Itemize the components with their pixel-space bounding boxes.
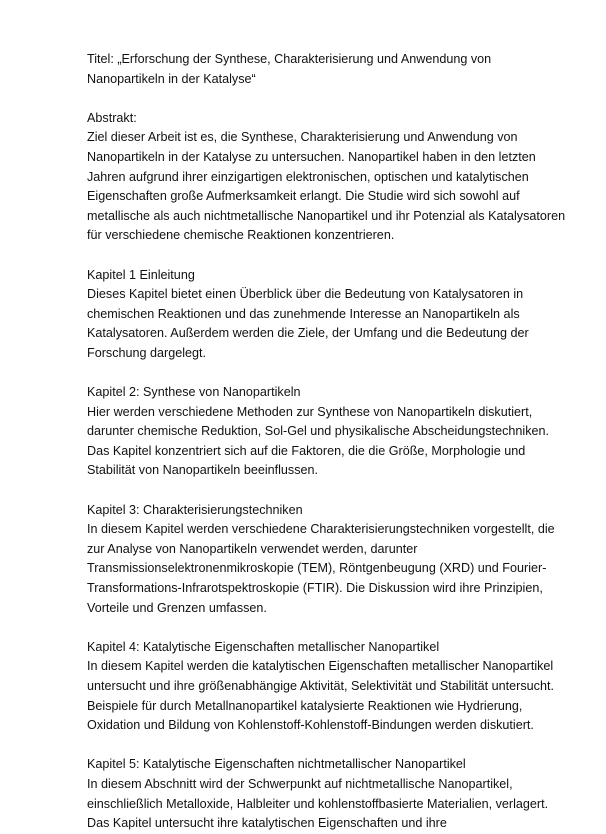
section-heading: Kapitel 3: Charakterisierungstechniken [87, 502, 303, 517]
section-heading: Kapitel 4: Katalytische Eigenschaften metallischer Nanopartikel [87, 639, 440, 654]
section-text: In diesem Kapitel werden die katalytischen Eigenschaften metallischer Nanopartikel untersucht und ihre größenabhängige Aktivität, Selektivität und Stabilität untersucht. Beispiele für durch Metallnanopartikel katalysierte Reaktionen wie Hydrierung, Oxidation und Bildung von Kohlenstoff-Kohlenstoff-Bindungen werden diskutiert. [87, 659, 554, 733]
section-text: Ziel dieser Arbeit ist es, die Synthese, Charakterisierung und Anwendung von Nanopartikeln in der Katalyse zu untersuchen. Nanopartikel haben in den letzten Jahren aufgrund ihrer einzigartigen elektronischen, optischen und katalytischen Eigenschaften große Aufmerksamkeit erlangt. Die Studie wird sich sowohl auf metallische als auch nichtmetallische Nanopartikel und ihr Potenzial als Katalysatoren für verschiedene chemische Reaktionen konzentrieren. [87, 130, 566, 243]
section-heading: Kapitel 1 Einleitung [87, 267, 195, 282]
section-chapter-3 [87, 501, 567, 619]
section-heading: Abstrakt: [87, 110, 137, 125]
section-chapter-4 [87, 638, 567, 736]
section-heading: Kapitel 5: Katalytische Eigenschaften nichtmetallischer Nanopartikel [87, 757, 466, 772]
section-chapter-1 [87, 266, 567, 364]
section-text: Hier werden verschiedene Methoden zur Synthese von Nanopartikeln diskutiert, darunter chemische Reduktion, Sol-Gel und physikalische Abscheidungstechniken. Das Kapitel konzentriert sich auf die Faktoren, die die Größe, Morphologie und Stabilität von Nanopartikeln beeinflussen. [87, 404, 550, 478]
section-chapter-5 [87, 755, 567, 833]
document-page [87, 50, 567, 834]
section-abstract [87, 109, 567, 246]
document-title: Titel: „Erforschung der Synthese, Charakterisierung und Anwendung von Nanopartikeln in der Katalyse“ [87, 52, 492, 86]
section-text: In diesem Abschnitt wird der Schwerpunkt auf nichtmetallische Nanopartikel, einschließlich Metalloxide, Halbleiter und kohlenstoffbasierte Materialien, verlagert. Das Kapitel untersucht ihre katalytischen Eigenschaften und ihre [87, 776, 549, 831]
section-text: In diesem Kapitel werden verschiedene Charakterisierungstechniken vorgestellt, die zur Analyse von Nanopartikeln verwendet werden, darunter Transmissionselektronenmikroskopie (TEM), Röntgenbeugung (XRD) und Fourier-Transformations-Infrarotspektroskopie (FTIR). Die Diskussion wird ihre Prinzipien, Vorteile und Grenzen umfassen. [87, 522, 555, 615]
section-heading: Kapitel 2: Synthese von Nanopartikeln [87, 385, 301, 400]
section-chapter-2 [87, 383, 567, 481]
section-text: Dieses Kapitel bietet einen Überblick über die Bedeutung von Katalysatoren in chemischen Reaktionen und das zunehmende Interesse an Nanopartikeln als Katalysatoren. Außerdem werden die Ziele, der Umfang und die Bedeutung der Forschung dargelegt. [87, 287, 529, 360]
